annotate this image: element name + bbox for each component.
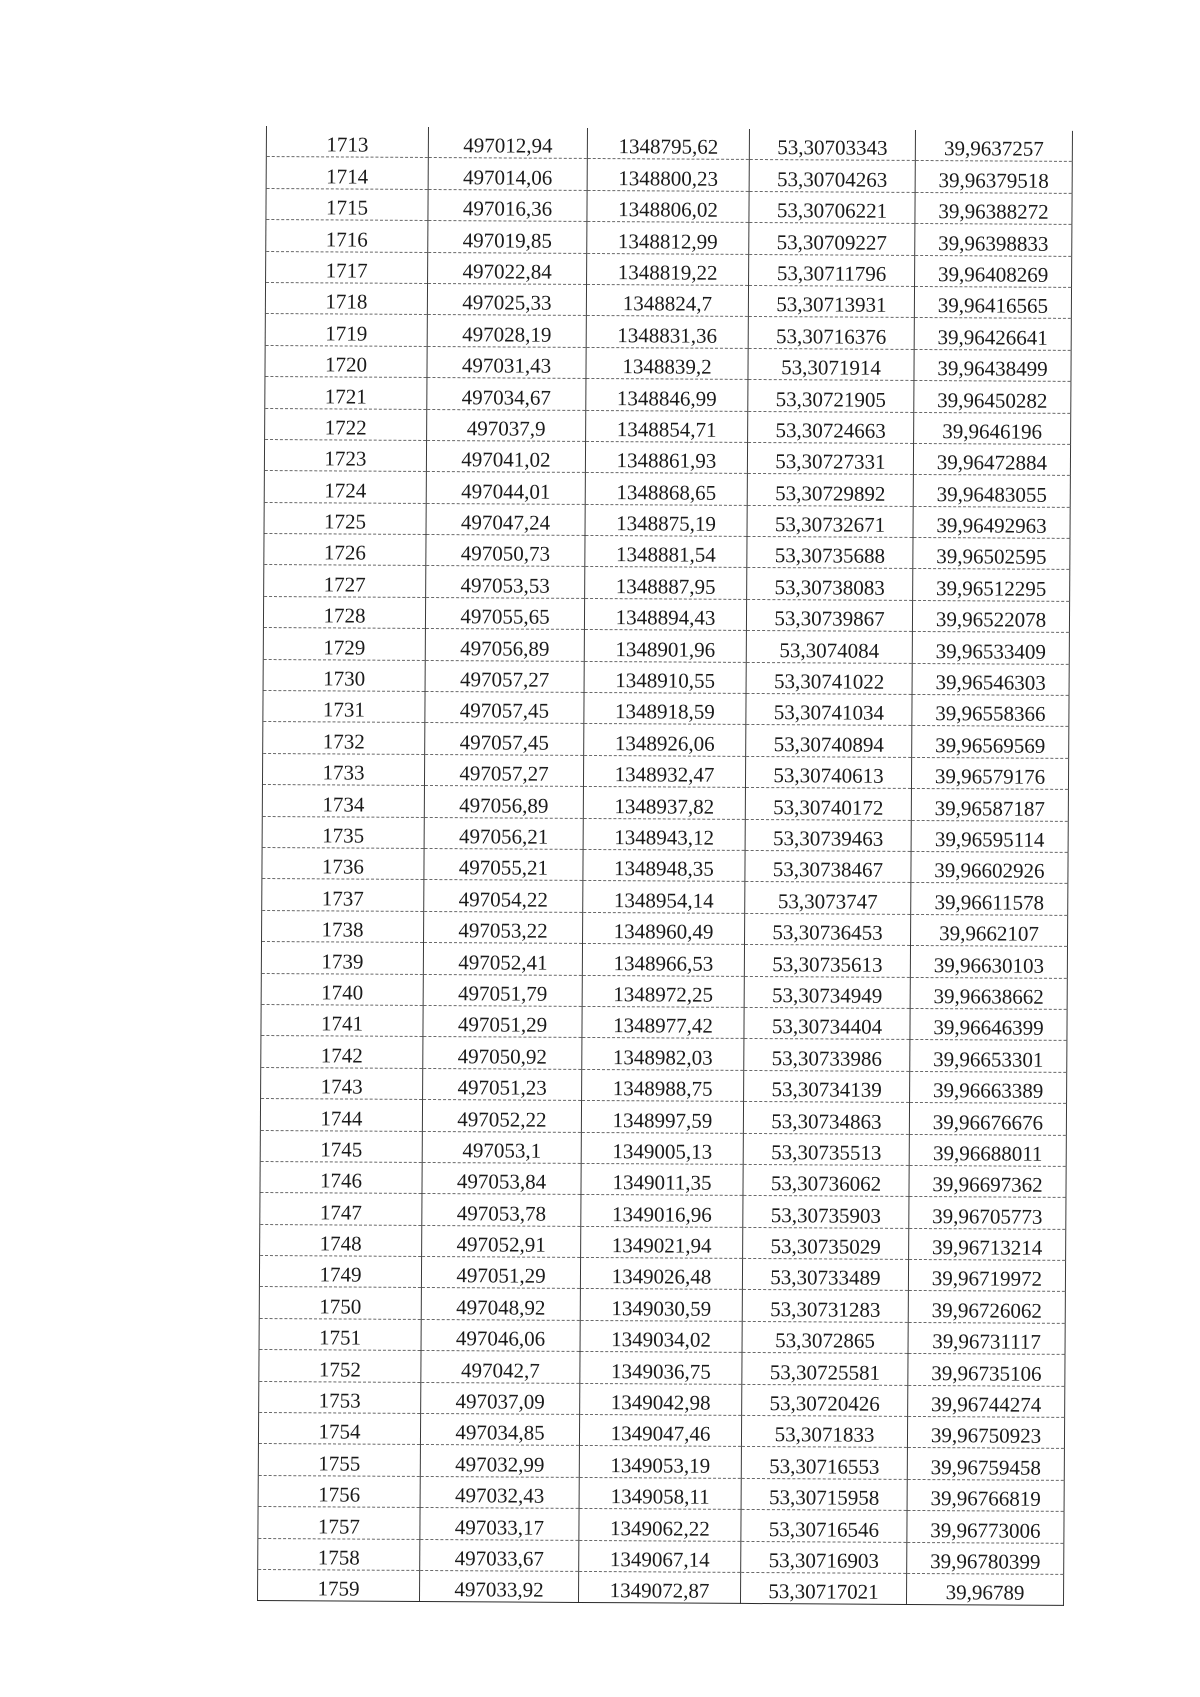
latitude-cell: 53,30735613 xyxy=(744,945,910,977)
longitude-cell: 39,96558366 xyxy=(912,694,1069,726)
y-coordinate-cell: 1348894,43 xyxy=(584,598,746,630)
x-coordinate-cell: 497050,92 xyxy=(423,1037,582,1069)
longitude-cell: 39,96522078 xyxy=(912,600,1069,632)
table-row xyxy=(266,126,1072,162)
x-coordinate-cell: 497051,29 xyxy=(423,1005,582,1037)
latitude-cell: 53,30720426 xyxy=(742,1384,908,1416)
y-coordinate-cell: 1349005,13 xyxy=(581,1132,743,1164)
point-number-cell: 1736 xyxy=(262,847,424,879)
point-number-cell: 1723 xyxy=(264,439,426,471)
y-coordinate-cell: 1348997,59 xyxy=(581,1101,743,1133)
latitude-cell: 53,30740613 xyxy=(745,756,911,788)
y-coordinate-cell: 1349036,75 xyxy=(580,1352,742,1384)
y-coordinate-cell: 1349053,19 xyxy=(579,1446,741,1478)
y-coordinate-cell: 1348861,93 xyxy=(585,441,747,473)
table-row xyxy=(261,1067,1067,1103)
latitude-cell: 53,30733986 xyxy=(744,1039,910,1071)
latitude-cell: 53,30740172 xyxy=(745,788,911,820)
table-row xyxy=(263,691,1069,727)
y-coordinate-cell: 1349062,22 xyxy=(579,1509,741,1541)
coordinates-table-body xyxy=(257,126,1072,1606)
latitude-cell: 53,30715958 xyxy=(741,1478,907,1510)
point-number-cell: 1739 xyxy=(261,942,423,974)
table-row xyxy=(262,753,1068,789)
y-coordinate-cell: 1348812,99 xyxy=(587,222,749,254)
table-row xyxy=(260,1130,1066,1166)
point-number-cell: 1759 xyxy=(257,1569,419,1601)
y-coordinate-cell: 1348887,95 xyxy=(585,567,747,599)
longitude-cell: 39,96502595 xyxy=(913,538,1070,570)
y-coordinate-cell: 1348819,22 xyxy=(587,253,749,285)
y-coordinate-cell: 1348988,75 xyxy=(582,1069,744,1101)
latitude-cell: 53,30734404 xyxy=(744,1007,910,1039)
table-row xyxy=(259,1318,1065,1354)
y-coordinate-cell: 1349034,02 xyxy=(580,1320,742,1352)
y-coordinate-cell: 1349016,96 xyxy=(581,1195,743,1227)
x-coordinate-cell: 497057,27 xyxy=(425,660,584,692)
x-coordinate-cell: 497034,67 xyxy=(427,378,586,410)
y-coordinate-cell: 1348881,54 xyxy=(585,536,747,568)
y-coordinate-cell: 1349047,46 xyxy=(579,1414,741,1446)
latitude-cell: 53,30716903 xyxy=(741,1541,907,1573)
longitude-cell: 39,96638662 xyxy=(910,977,1067,1009)
latitude-cell: 53,30738467 xyxy=(745,850,911,882)
longitude-cell: 39,96483055 xyxy=(913,475,1070,507)
longitude-cell: 39,9662107 xyxy=(911,914,1068,946)
point-number-cell: 1745 xyxy=(260,1130,422,1162)
table-row xyxy=(264,565,1070,601)
y-coordinate-cell: 1349067,14 xyxy=(579,1540,741,1572)
table-row xyxy=(265,345,1071,381)
latitude-cell: 53,30711796 xyxy=(749,254,915,286)
x-coordinate-cell: 497052,22 xyxy=(422,1100,581,1132)
y-coordinate-cell: 1348937,82 xyxy=(583,787,745,819)
latitude-cell: 53,30721905 xyxy=(748,380,914,412)
longitude-cell: 39,96719972 xyxy=(908,1260,1065,1292)
longitude-cell: 39,96759458 xyxy=(907,1448,1064,1480)
latitude-cell: 53,30735903 xyxy=(743,1196,909,1228)
longitude-cell: 39,96731117 xyxy=(908,1322,1065,1354)
latitude-cell: 53,30716546 xyxy=(741,1510,907,1542)
longitude-cell: 39,96663389 xyxy=(910,1071,1067,1103)
table-row xyxy=(259,1256,1065,1292)
x-coordinate-cell: 497050,73 xyxy=(426,535,585,567)
y-coordinate-cell: 1348960,49 xyxy=(583,912,745,944)
table-row xyxy=(262,847,1068,883)
latitude-cell: 53,30734863 xyxy=(743,1102,909,1134)
table-row xyxy=(258,1507,1064,1543)
point-number-cell: 1750 xyxy=(259,1287,421,1319)
y-coordinate-cell: 1348839,2 xyxy=(586,347,748,379)
latitude-cell: 53,30741034 xyxy=(746,693,912,725)
longitude-cell: 39,96676676 xyxy=(909,1103,1066,1135)
point-number-cell: 1727 xyxy=(264,565,426,597)
latitude-cell: 53,30704263 xyxy=(749,160,915,192)
y-coordinate-cell: 1349011,35 xyxy=(581,1163,743,1195)
longitude-cell: 39,9637257 xyxy=(915,130,1072,162)
table-row xyxy=(262,910,1068,946)
point-number-cell: 1752 xyxy=(259,1350,421,1382)
longitude-cell: 39,96773006 xyxy=(907,1511,1064,1543)
x-coordinate-cell: 497047,24 xyxy=(426,503,585,535)
x-coordinate-cell: 497053,84 xyxy=(422,1162,581,1194)
x-coordinate-cell: 497051,29 xyxy=(421,1257,580,1289)
table-row xyxy=(261,973,1067,1009)
longitude-cell: 39,96416565 xyxy=(914,286,1071,318)
point-number-cell: 1734 xyxy=(262,785,424,817)
latitude-cell: 53,30738083 xyxy=(747,568,913,600)
coordinates-table xyxy=(257,126,1073,1606)
x-coordinate-cell: 497053,1 xyxy=(422,1131,581,1163)
x-coordinate-cell: 497056,89 xyxy=(424,786,583,818)
longitude-cell: 39,96766819 xyxy=(907,1479,1064,1511)
y-coordinate-cell: 1348901,96 xyxy=(584,630,746,662)
latitude-cell: 53,30724663 xyxy=(748,411,914,443)
table-row xyxy=(262,785,1068,821)
y-coordinate-cell: 1349058,11 xyxy=(579,1477,741,1509)
x-coordinate-cell: 497028,19 xyxy=(427,315,586,347)
y-coordinate-cell: 1348972,25 xyxy=(582,975,744,1007)
longitude-cell: 39,96780399 xyxy=(907,1542,1064,1574)
longitude-cell: 39,96492963 xyxy=(913,506,1070,538)
point-number-cell: 1729 xyxy=(263,628,425,660)
table-row xyxy=(261,1036,1067,1072)
table-row xyxy=(260,1099,1066,1135)
point-number-cell: 1746 xyxy=(260,1161,422,1193)
latitude-cell: 53,30740894 xyxy=(746,725,912,757)
point-number-cell: 1718 xyxy=(265,282,427,314)
longitude-cell: 39,96408269 xyxy=(915,255,1072,287)
table-row xyxy=(264,471,1070,507)
longitude-cell: 39,96388272 xyxy=(915,192,1072,224)
longitude-cell: 39,96426641 xyxy=(914,318,1071,350)
table-row xyxy=(260,1193,1066,1229)
table-row xyxy=(265,408,1071,444)
point-number-cell: 1757 xyxy=(258,1507,420,1539)
point-number-cell: 1713 xyxy=(266,126,428,158)
table-row xyxy=(266,188,1072,224)
table-row xyxy=(265,314,1071,350)
x-coordinate-cell: 497022,84 xyxy=(428,252,587,284)
point-number-cell: 1732 xyxy=(263,722,425,754)
latitude-cell: 53,30736062 xyxy=(743,1164,909,1196)
x-coordinate-cell: 497055,65 xyxy=(425,597,584,629)
point-number-cell: 1751 xyxy=(259,1318,421,1350)
latitude-cell: 53,30731283 xyxy=(742,1290,908,1322)
longitude-cell: 39,96579176 xyxy=(911,757,1068,789)
x-coordinate-cell: 497052,91 xyxy=(422,1225,581,1257)
table-row xyxy=(266,220,1072,256)
y-coordinate-cell: 1349021,94 xyxy=(581,1226,743,1258)
point-number-cell: 1749 xyxy=(259,1256,421,1288)
point-number-cell: 1717 xyxy=(266,251,428,283)
longitude-cell: 39,96450282 xyxy=(914,381,1071,413)
x-coordinate-cell: 497041,02 xyxy=(426,440,585,472)
table-row xyxy=(260,1224,1066,1260)
x-coordinate-cell: 497031,43 xyxy=(427,346,586,378)
point-number-cell: 1721 xyxy=(265,377,427,409)
point-number-cell: 1742 xyxy=(261,1036,423,1068)
x-coordinate-cell: 497053,22 xyxy=(424,911,583,943)
longitude-cell: 39,96630103 xyxy=(910,946,1067,978)
x-coordinate-cell: 497032,99 xyxy=(420,1445,579,1477)
latitude-cell: 53,30716376 xyxy=(748,317,914,349)
point-number-cell: 1715 xyxy=(266,188,428,220)
x-coordinate-cell: 497034,85 xyxy=(420,1413,579,1445)
longitude-cell: 39,96472884 xyxy=(913,443,1070,475)
latitude-cell: 53,30733489 xyxy=(742,1258,908,1290)
latitude-cell: 53,3071833 xyxy=(741,1415,907,1447)
table-row xyxy=(259,1287,1065,1323)
table-row xyxy=(262,816,1068,852)
latitude-cell: 53,3073747 xyxy=(745,882,911,914)
table-row xyxy=(263,659,1069,695)
point-number-cell: 1719 xyxy=(265,314,427,346)
point-number-cell: 1738 xyxy=(262,910,424,942)
table-row xyxy=(261,1004,1067,1040)
point-number-cell: 1753 xyxy=(259,1381,421,1413)
point-number-cell: 1741 xyxy=(261,1004,423,1036)
table-row xyxy=(258,1412,1064,1448)
x-coordinate-cell: 497057,45 xyxy=(425,723,584,755)
latitude-cell: 53,30735513 xyxy=(743,1133,909,1165)
longitude-cell: 39,96587187 xyxy=(911,789,1068,821)
point-number-cell: 1726 xyxy=(264,534,426,566)
table-row xyxy=(262,879,1068,915)
y-coordinate-cell: 1348831,36 xyxy=(586,316,748,348)
longitude-cell: 39,96726062 xyxy=(908,1291,1065,1323)
point-number-cell: 1722 xyxy=(265,408,427,440)
point-number-cell: 1744 xyxy=(260,1099,422,1131)
y-coordinate-cell: 1348800,23 xyxy=(587,159,749,191)
longitude-cell: 39,96602926 xyxy=(911,851,1068,883)
x-coordinate-cell: 497032,43 xyxy=(420,1476,579,1508)
x-coordinate-cell: 497037,09 xyxy=(421,1382,580,1414)
table-row xyxy=(266,251,1072,287)
point-number-cell: 1737 xyxy=(262,879,424,911)
longitude-cell: 39,9646196 xyxy=(914,412,1071,444)
x-coordinate-cell: 497057,45 xyxy=(425,692,584,724)
table-row xyxy=(266,157,1072,193)
x-coordinate-cell: 497056,89 xyxy=(425,629,584,661)
longitude-cell: 39,96697362 xyxy=(909,1165,1066,1197)
x-coordinate-cell: 497048,92 xyxy=(421,1288,580,1320)
latitude-cell: 53,30736453 xyxy=(745,913,911,945)
table-row xyxy=(261,942,1067,978)
y-coordinate-cell: 1348846,99 xyxy=(586,379,748,411)
y-coordinate-cell: 1349072,87 xyxy=(578,1571,740,1603)
latitude-cell: 53,30735029 xyxy=(743,1227,909,1259)
longitude-cell: 39,96735106 xyxy=(908,1354,1065,1386)
point-number-cell: 1716 xyxy=(266,220,428,252)
table-row xyxy=(258,1444,1064,1480)
x-coordinate-cell: 497052,41 xyxy=(423,943,582,975)
point-number-cell: 1756 xyxy=(258,1475,420,1507)
latitude-cell: 53,30729892 xyxy=(747,474,913,506)
x-coordinate-cell: 497046,06 xyxy=(421,1319,580,1351)
x-coordinate-cell: 497033,67 xyxy=(420,1539,579,1571)
x-coordinate-cell: 497037,9 xyxy=(427,409,586,441)
table-row xyxy=(265,282,1071,318)
point-number-cell: 1754 xyxy=(258,1412,420,1444)
y-coordinate-cell: 1348932,47 xyxy=(583,755,745,787)
longitude-cell: 39,96611578 xyxy=(911,883,1068,915)
longitude-cell: 39,96789 xyxy=(906,1573,1063,1605)
latitude-cell: 53,30735688 xyxy=(747,537,913,569)
table-row xyxy=(263,722,1069,758)
table-row xyxy=(258,1538,1064,1574)
latitude-cell: 53,3072865 xyxy=(742,1321,908,1353)
x-coordinate-cell: 497057,27 xyxy=(424,754,583,786)
latitude-cell: 53,30732671 xyxy=(747,505,913,537)
table-row xyxy=(264,534,1070,570)
point-number-cell: 1731 xyxy=(263,691,425,723)
latitude-cell: 53,3071914 xyxy=(748,348,914,380)
point-number-cell: 1725 xyxy=(264,502,426,534)
latitude-cell: 53,30725581 xyxy=(742,1353,908,1385)
longitude-cell: 39,96595114 xyxy=(911,820,1068,852)
longitude-cell: 39,96653301 xyxy=(910,1040,1067,1072)
table-row xyxy=(257,1569,1063,1605)
y-coordinate-cell: 1348875,19 xyxy=(585,504,747,536)
x-coordinate-cell: 497042,7 xyxy=(421,1351,580,1383)
longitude-cell: 39,96512295 xyxy=(913,569,1070,601)
latitude-cell: 53,30716553 xyxy=(741,1447,907,1479)
x-coordinate-cell: 497051,23 xyxy=(423,1068,582,1100)
longitude-cell: 39,96744274 xyxy=(908,1385,1065,1417)
y-coordinate-cell: 1348868,65 xyxy=(585,473,747,505)
x-coordinate-cell: 497019,85 xyxy=(428,221,587,253)
x-coordinate-cell: 497016,36 xyxy=(428,189,587,221)
y-coordinate-cell: 1348910,55 xyxy=(584,661,746,693)
point-number-cell: 1748 xyxy=(260,1224,422,1256)
point-number-cell: 1730 xyxy=(263,659,425,691)
point-number-cell: 1735 xyxy=(262,816,424,848)
y-coordinate-cell: 1348854,71 xyxy=(586,410,748,442)
point-number-cell: 1728 xyxy=(263,596,425,628)
y-coordinate-cell: 1348943,12 xyxy=(583,818,745,850)
longitude-cell: 39,96750923 xyxy=(907,1416,1064,1448)
x-coordinate-cell: 497025,33 xyxy=(427,283,586,315)
y-coordinate-cell: 1349026,48 xyxy=(580,1258,742,1290)
x-coordinate-cell: 497012,94 xyxy=(428,127,587,159)
table-row xyxy=(263,628,1069,664)
y-coordinate-cell: 1348926,06 xyxy=(584,724,746,756)
latitude-cell: 53,3074084 xyxy=(746,631,912,663)
latitude-cell: 53,30734949 xyxy=(744,976,910,1008)
x-coordinate-cell: 497051,79 xyxy=(423,974,582,1006)
longitude-cell: 39,96646399 xyxy=(910,1008,1067,1040)
longitude-cell: 39,96569569 xyxy=(912,726,1069,758)
latitude-cell: 53,30734139 xyxy=(744,1070,910,1102)
longitude-cell: 39,96688011 xyxy=(909,1134,1066,1166)
x-coordinate-cell: 497055,21 xyxy=(424,848,583,880)
longitude-cell: 39,96379518 xyxy=(915,161,1072,193)
longitude-cell: 39,96705773 xyxy=(909,1197,1066,1229)
point-number-cell: 1747 xyxy=(260,1193,422,1225)
latitude-cell: 53,30713931 xyxy=(748,285,914,317)
longitude-cell: 39,96713214 xyxy=(909,1228,1066,1260)
y-coordinate-cell: 1348918,59 xyxy=(584,692,746,724)
latitude-cell: 53,30706221 xyxy=(749,191,915,223)
latitude-cell: 53,30739463 xyxy=(745,819,911,851)
y-coordinate-cell: 1348824,7 xyxy=(586,284,748,316)
x-coordinate-cell: 497053,53 xyxy=(426,566,585,598)
table-row xyxy=(260,1161,1066,1197)
x-coordinate-cell: 497044,01 xyxy=(426,472,585,504)
x-coordinate-cell: 497053,78 xyxy=(422,1194,581,1226)
y-coordinate-cell: 1349042,98 xyxy=(580,1383,742,1415)
latitude-cell: 53,30717021 xyxy=(740,1572,906,1604)
table-row xyxy=(263,596,1069,632)
y-coordinate-cell: 1348954,14 xyxy=(583,881,745,913)
x-coordinate-cell: 497014,06 xyxy=(428,158,587,190)
point-number-cell: 1743 xyxy=(261,1067,423,1099)
point-number-cell: 1733 xyxy=(262,753,424,785)
table-row xyxy=(259,1381,1065,1417)
point-number-cell: 1755 xyxy=(258,1444,420,1476)
y-coordinate-cell: 1348795,62 xyxy=(587,128,749,160)
latitude-cell: 53,30741022 xyxy=(746,662,912,694)
longitude-cell: 39,96533409 xyxy=(912,632,1069,664)
x-coordinate-cell: 497054,22 xyxy=(424,880,583,912)
latitude-cell: 53,30709227 xyxy=(749,223,915,255)
y-coordinate-cell: 1349030,59 xyxy=(580,1289,742,1321)
y-coordinate-cell: 1348806,02 xyxy=(587,190,749,222)
table-row xyxy=(264,439,1070,475)
point-number-cell: 1758 xyxy=(258,1538,420,1570)
y-coordinate-cell: 1348948,35 xyxy=(583,849,745,881)
y-coordinate-cell: 1348966,53 xyxy=(582,944,744,976)
x-coordinate-cell: 497056,21 xyxy=(424,817,583,849)
longitude-cell: 39,96398833 xyxy=(915,224,1072,256)
longitude-cell: 39,96546303 xyxy=(912,663,1069,695)
point-number-cell: 1740 xyxy=(261,973,423,1005)
point-number-cell: 1714 xyxy=(266,157,428,189)
latitude-cell: 53,30739867 xyxy=(746,599,912,631)
table-row xyxy=(258,1475,1064,1511)
latitude-cell: 53,30727331 xyxy=(747,442,913,474)
longitude-cell: 39,96438499 xyxy=(914,349,1071,381)
table-row xyxy=(265,377,1071,413)
latitude-cell: 53,30703343 xyxy=(749,129,915,161)
table-row xyxy=(264,502,1070,538)
x-coordinate-cell: 497033,17 xyxy=(420,1508,579,1540)
x-coordinate-cell: 497033,92 xyxy=(419,1570,578,1602)
point-number-cell: 1720 xyxy=(265,345,427,377)
point-number-cell: 1724 xyxy=(264,471,426,503)
y-coordinate-cell: 1348977,42 xyxy=(582,1006,744,1038)
table-row xyxy=(259,1350,1065,1386)
y-coordinate-cell: 1348982,03 xyxy=(582,1038,744,1070)
